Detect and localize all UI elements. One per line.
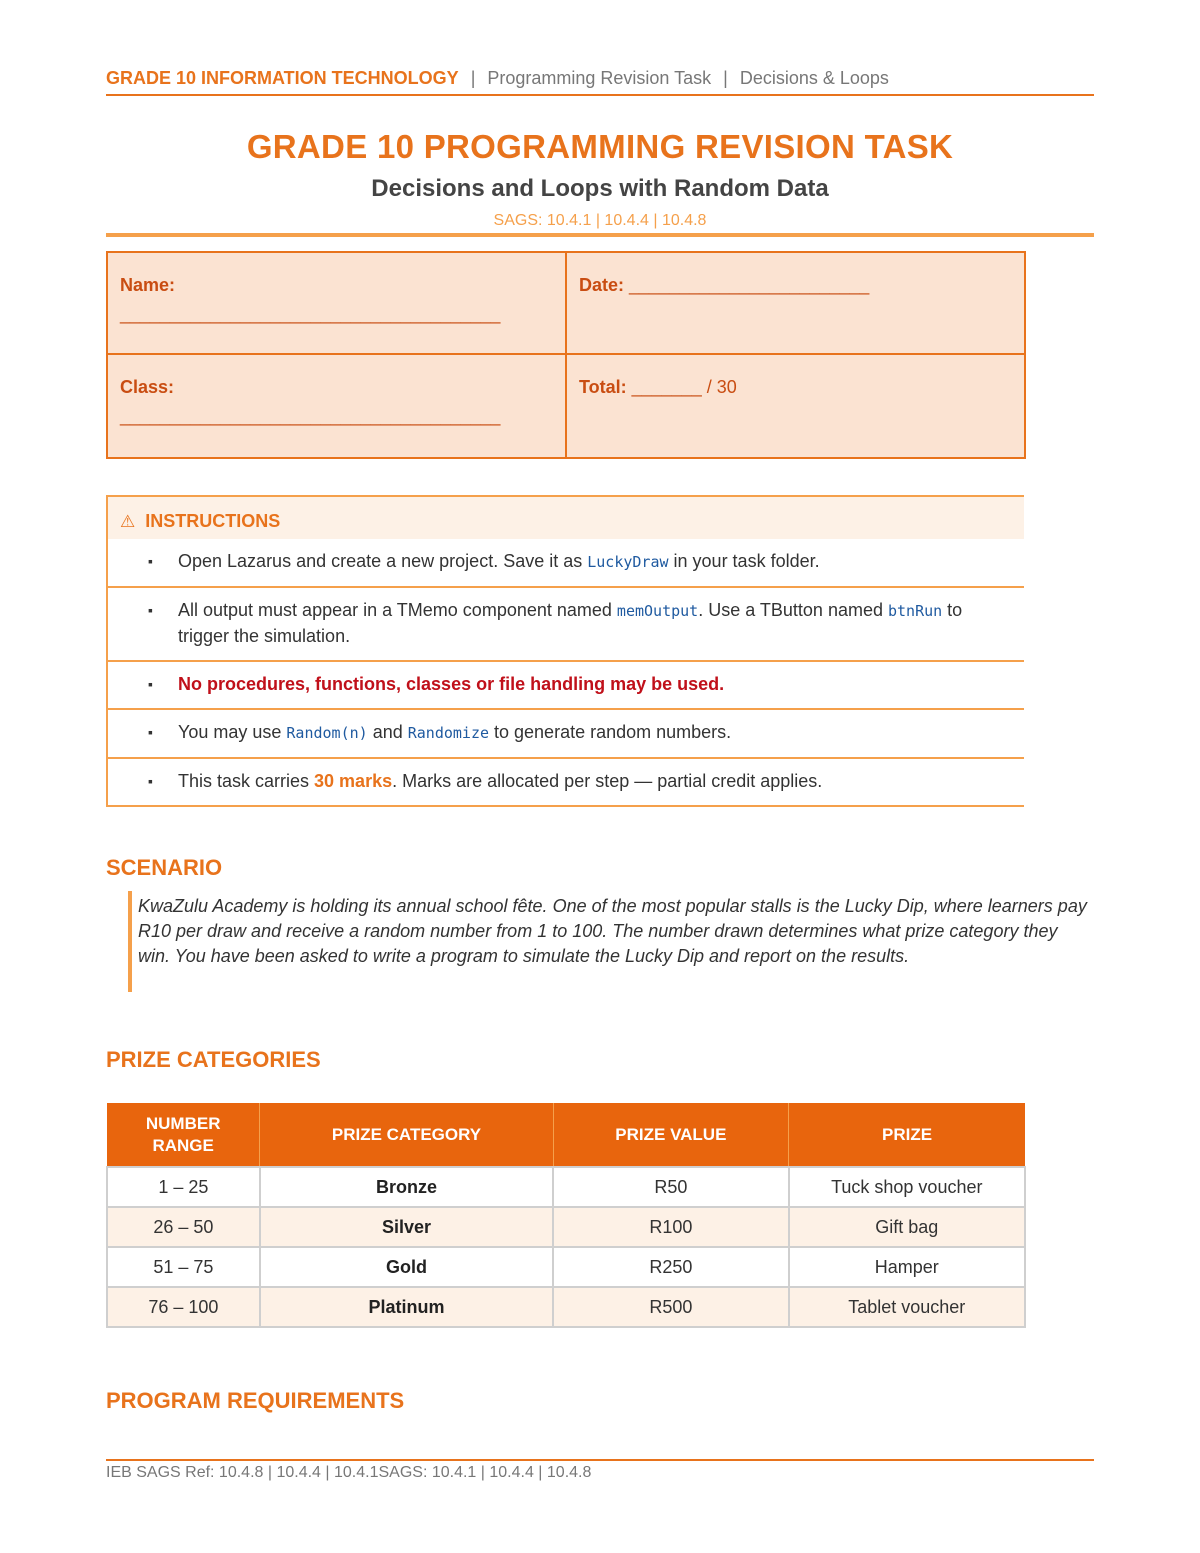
range-cell: 51 – 75 <box>107 1247 260 1287</box>
program-requirements-heading: PROGRAM REQUIREMENTS <box>106 1388 405 1413</box>
category-cell: Silver <box>260 1207 553 1247</box>
instruction-text: . Use a TButton named <box>698 600 888 620</box>
instruction-item <box>108 586 1024 660</box>
sags-reference: SAGS: 10.4.1 | 10.4.4 | 10.4.8 <box>493 212 707 229</box>
page-title: GRADE 10 PROGRAMMING REVISION TASK <box>246 128 954 165</box>
title-divider <box>106 233 1094 237</box>
class-label: Class: <box>120 377 175 397</box>
instruction-text: . Marks are allocated per step — partial credit applies. <box>392 771 823 791</box>
instruction-item <box>108 757 1024 805</box>
page-subtitle: Decisions and Loops with Random Data <box>371 175 829 202</box>
instruction-text: All output must appear in a TMemo component named <box>178 600 617 620</box>
prize-cell: Tuck shop voucher <box>789 1167 1025 1207</box>
instruction-text: and <box>367 722 408 742</box>
instruction-item <box>108 708 1024 757</box>
class-cell <box>108 355 567 457</box>
table-row <box>107 1167 1025 1207</box>
marks-total: 30 marks <box>314 771 393 791</box>
code-luckydraw: LuckyDraw <box>587 553 669 571</box>
date-label: Date: <box>579 275 625 295</box>
table-row <box>107 1247 1025 1287</box>
instruction-text: to generate random numbers. <box>489 722 732 742</box>
header-topic: Decisions & Loops <box>739 68 889 88</box>
prize-cell: Gift bag <box>789 1207 1025 1247</box>
warning-icon: ⚠ <box>120 512 136 531</box>
code-btnrun: btnRun <box>887 602 943 620</box>
prize-cell: Hamper <box>789 1247 1025 1287</box>
range-cell: 76 – 100 <box>107 1287 260 1327</box>
code-randomize: Randomize <box>407 724 490 742</box>
value-cell: R250 <box>553 1247 788 1287</box>
category-cell: Bronze <box>260 1167 553 1207</box>
header-separator: | <box>723 68 728 88</box>
instruction-text: You may use <box>178 722 287 742</box>
bullet-icon: ▪ <box>148 724 153 740</box>
name-cell <box>108 253 567 355</box>
category-cell: Platinum <box>260 1287 553 1327</box>
instruction-item-warning <box>108 660 1024 708</box>
learner-info-box <box>106 251 1026 459</box>
bullet-icon: ▪ <box>148 676 153 692</box>
name-label: Name: <box>120 275 176 295</box>
column-header-value: PRIZE VALUE <box>553 1103 788 1167</box>
instruction-item <box>108 539 1024 586</box>
header-separator: | <box>470 68 476 88</box>
bullet-icon: ▪ <box>148 602 153 618</box>
scenario-heading: SCENARIO <box>106 855 223 880</box>
prize-cell: Tablet voucher <box>789 1287 1025 1327</box>
instruction-text: in your task folder. <box>668 551 820 571</box>
total-max: / 30 <box>706 377 737 397</box>
table-header-row <box>107 1103 1025 1167</box>
instruction-text: This task carries <box>178 771 315 791</box>
total-cell <box>567 355 1024 457</box>
table-row <box>107 1207 1025 1247</box>
category-cell: Gold <box>260 1247 553 1287</box>
instruction-text: Open Lazarus and create a new project. Save it as <box>178 551 588 571</box>
range-cell: 1 – 25 <box>107 1167 260 1207</box>
instructions-box <box>106 495 1024 807</box>
value-cell: R500 <box>553 1287 788 1327</box>
column-header-prize: PRIZE <box>789 1103 1025 1167</box>
table-row <box>107 1287 1025 1327</box>
instructions-title: INSTRUCTIONS <box>145 511 281 531</box>
footer-reference: IEB SAGS Ref: 10.4.8 | 10.4.4 | 10.4.1SAGS: 10.4.1 | 10.4.4 | 10.4.8 <box>106 1464 592 1481</box>
total-label: Total: <box>579 377 627 397</box>
instructions-heading <box>108 497 1024 539</box>
name-field[interactable]: ______________________________________ <box>120 304 501 324</box>
running-header <box>106 68 1094 96</box>
value-cell: R100 <box>553 1207 788 1247</box>
code-memoutput: memOutput <box>616 602 699 620</box>
code-random: Random(n) <box>286 724 368 742</box>
header-task: Programming Revision Task <box>487 68 712 88</box>
bullet-icon: ▪ <box>148 773 153 789</box>
date-field[interactable]: ________________________ <box>629 275 870 295</box>
prize-table <box>106 1103 1026 1328</box>
value-cell: R50 <box>553 1167 788 1207</box>
class-field[interactable]: ______________________________________ <box>120 406 501 426</box>
scenario-text: KwaZulu Academy is holding its annual school fête. One of the most popular stalls is the Lucky Dip, where learners pay R10 per draw and receive a random number from 1 to 100. The number drawn determines what prize category they win. You have been asked to write a program to simulate the Lucky Dip and report on the results. <box>128 891 1088 992</box>
header-org: GRADE 10 INFORMATION TECHNOLOGY <box>106 68 459 88</box>
restriction-text: No procedures, functions, classes or file handling may be used. <box>178 674 725 694</box>
footer-divider <box>106 1459 1094 1461</box>
date-cell <box>567 253 1024 355</box>
instruction-text: to trigger the simulation. <box>178 600 963 646</box>
bullet-icon: ▪ <box>148 553 153 569</box>
range-cell: 26 – 50 <box>107 1207 260 1247</box>
column-header-category: PRIZE CATEGORY <box>260 1103 553 1167</box>
total-field[interactable]: _______ <box>631 377 702 397</box>
column-header-range: NUMBER RANGE <box>107 1103 260 1167</box>
prize-categories-heading: PRIZE CATEGORIES <box>106 1047 321 1072</box>
